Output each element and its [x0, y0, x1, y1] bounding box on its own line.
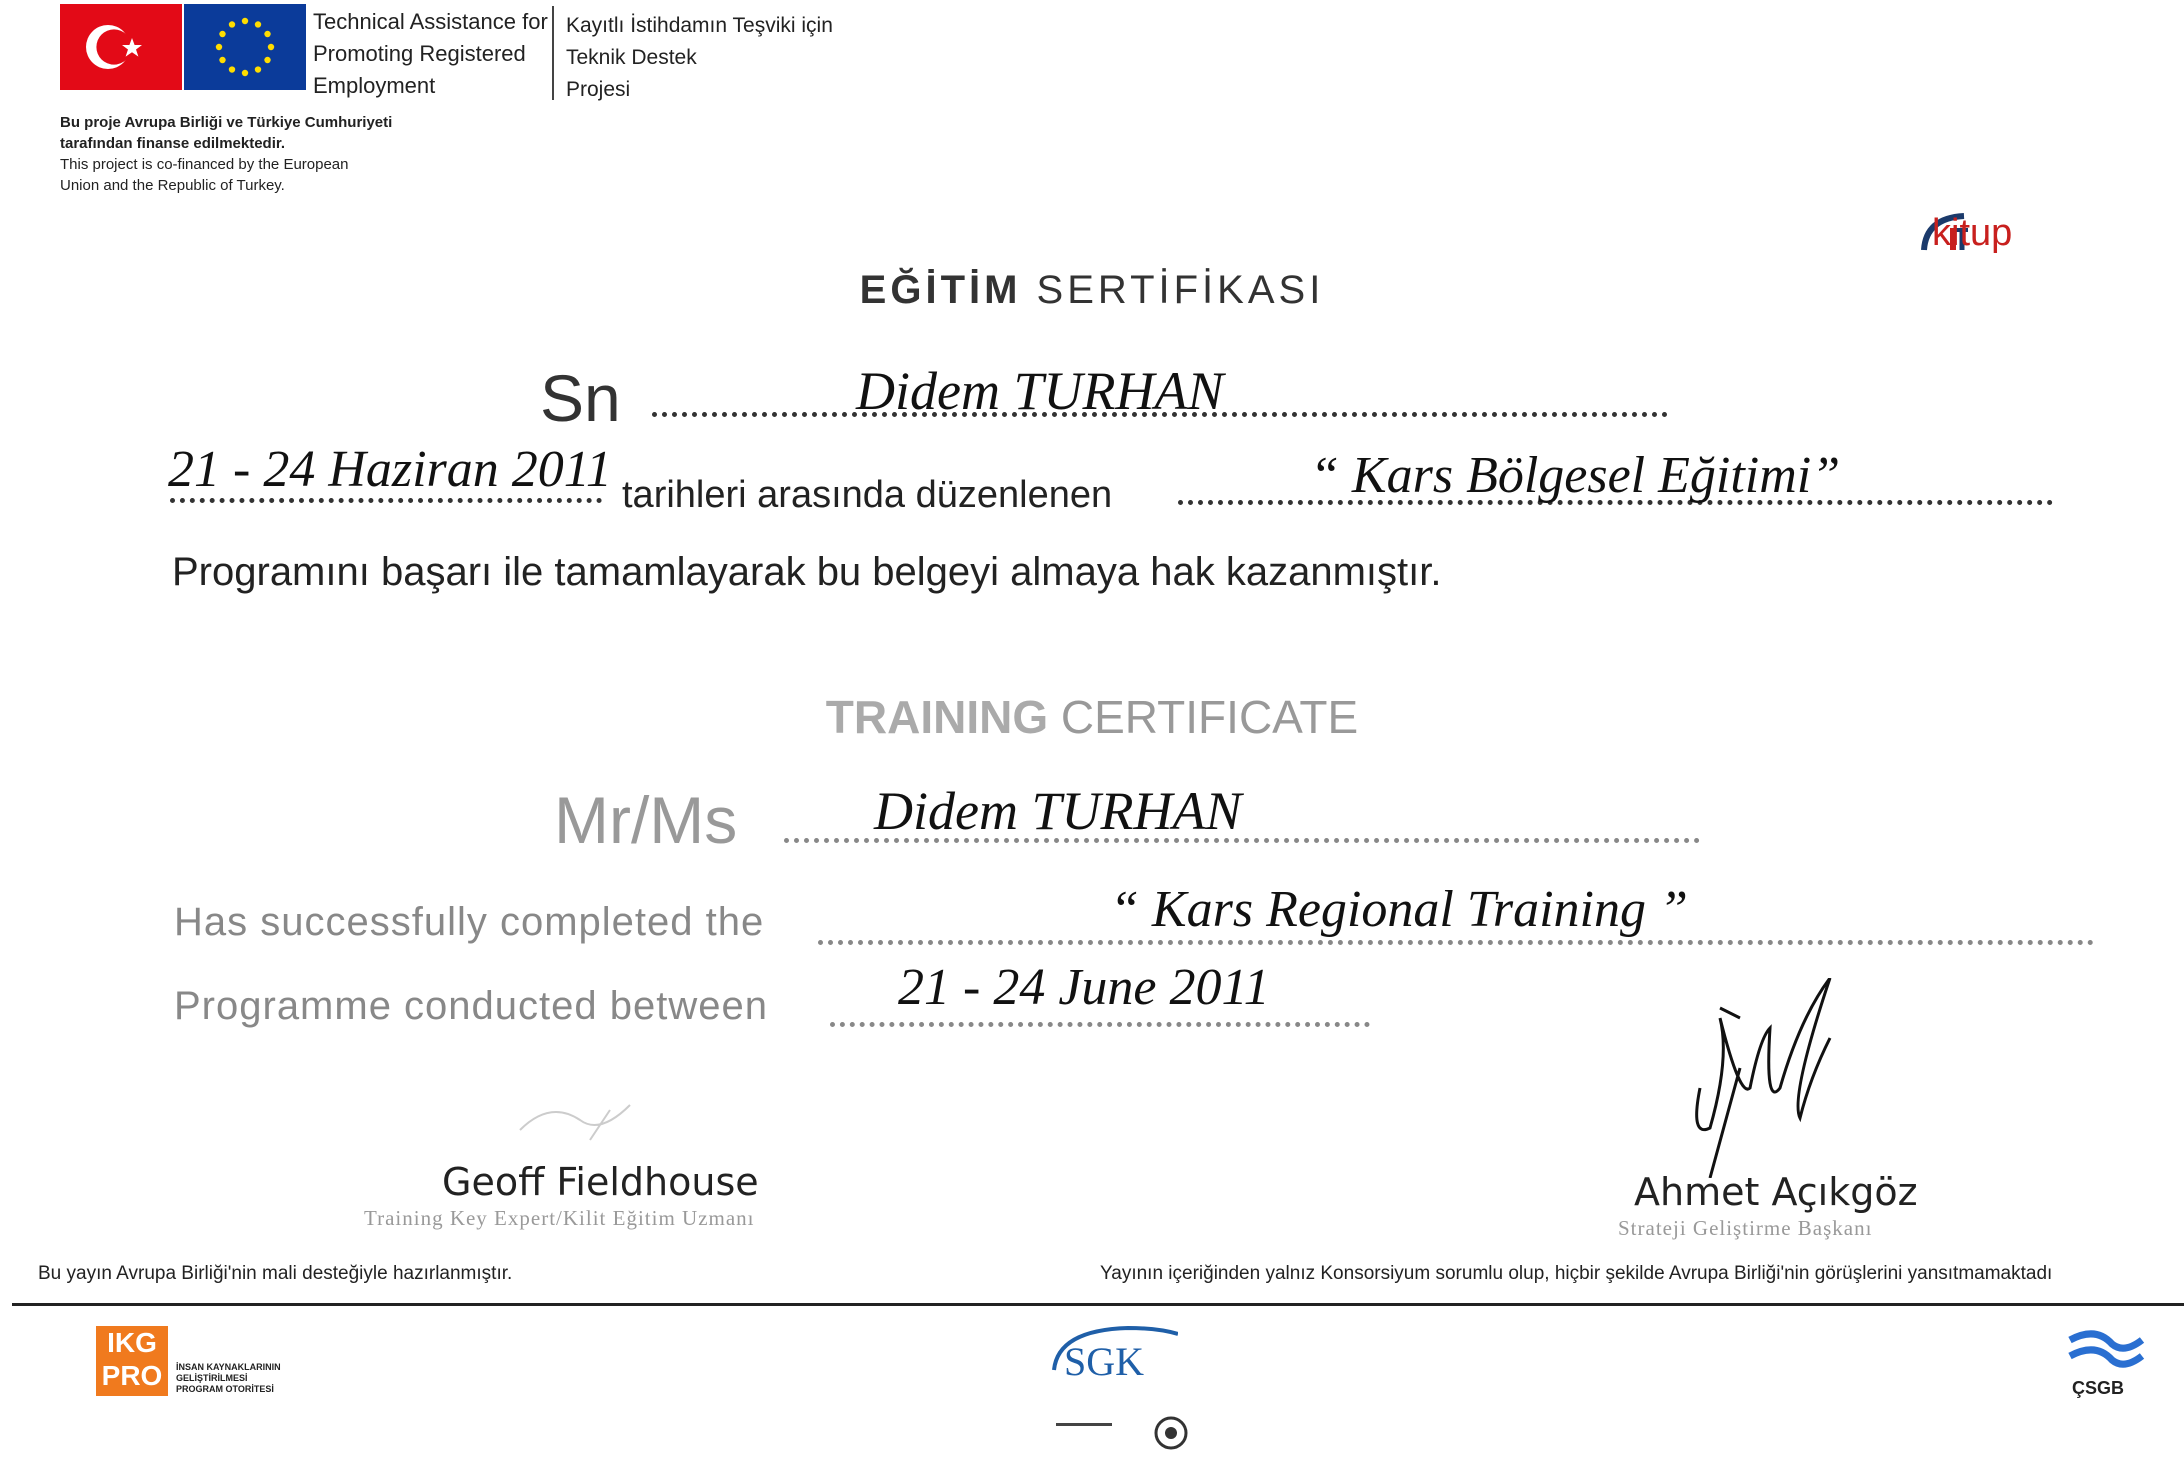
- project-name-en: [313, 6, 548, 102]
- recipient-name-en: Didem TURHAN: [874, 781, 1242, 841]
- eu-star: [229, 21, 235, 27]
- title-tr-bold: EĞİTİM: [859, 268, 1022, 312]
- project-name-en-line: Technical Assistance for: [313, 9, 548, 34]
- csgb-logo-text: ÇSGB: [2072, 1378, 2125, 1398]
- eu-star: [242, 18, 248, 24]
- ikg-logo-top: IKG: [107, 1327, 157, 1358]
- ikg-caption-line: PROGRAM OTORİTESİ: [176, 1384, 274, 1394]
- title-en-bold: TRAINING: [825, 691, 1049, 743]
- signatory-left-role: Training Key Expert/Kilit Eğitim Uzmanı: [364, 1206, 755, 1230]
- certificate-title-en: [0, 690, 2184, 744]
- eu-star: [216, 44, 222, 50]
- eu-star: [264, 57, 270, 63]
- program-name-en: “ Kars Regional Training ”: [1110, 881, 1688, 938]
- recipient-prefix-en: Mr/Ms: [554, 783, 738, 857]
- signature-left-mark: [510, 1090, 670, 1155]
- cofinance-tr-line: Bu proje Avrupa Birliği ve Türkiye Cumhuriyeti: [60, 114, 393, 131]
- project-name-en-line: Promoting Registered: [313, 41, 526, 66]
- sgk-logo-text: SGK: [1064, 1339, 1145, 1384]
- project-name-tr-line: Kayıtlı İstihdamın Teşviki için: [566, 14, 833, 37]
- ikg-caption-line: GELİŞTİRİLMESİ: [176, 1373, 248, 1383]
- program-name-tr: “ Kars Bölgesel Eğitimi”: [1310, 447, 1841, 504]
- project-name-en-line: Employment: [313, 73, 436, 98]
- ikg-caption-line: İNSAN KAYNAKLARININ: [176, 1362, 281, 1372]
- funding-note: Bu yayın Avrupa Birliği'nin mali desteğiyle hazırlanmıştır.: [38, 1263, 513, 1284]
- project-name-tr-line: Teknik Destek: [566, 46, 697, 69]
- signatory-right-role: Strateji Geliştirme Başkanı: [1618, 1216, 1873, 1240]
- eu-star: [255, 66, 261, 72]
- dates-line-tr: [170, 498, 602, 503]
- ikg-caption: [176, 1362, 281, 1395]
- training-dates-tr: 21 - 24 Haziran 2011: [168, 441, 612, 498]
- title-en-rest: CERTIFICATE: [1048, 691, 1359, 743]
- recipient-prefix-tr: Sn: [540, 361, 621, 435]
- project-name-tr-line: Projesi: [566, 78, 631, 101]
- eu-star: [219, 57, 225, 63]
- completed-text-en: Has successfully completed the: [174, 900, 765, 944]
- signature-right-mark: [1680, 978, 1860, 1183]
- eu-star: [268, 44, 274, 50]
- signatory-left-name: Geoff Fieldhouse: [442, 1160, 759, 1204]
- sgk-logo: [1048, 1320, 1178, 1390]
- signatory-right-name: Ahmet Açıkgöz: [1634, 1170, 1918, 1214]
- cofinance-en-line: Union and the Republic of Turkey.: [60, 177, 285, 194]
- project-name-tr: [566, 10, 833, 106]
- ikg-pro-logo: [96, 1326, 168, 1396]
- certificate-title-tr: [0, 268, 2184, 313]
- program-line-en: [818, 940, 2094, 945]
- eu-star: [255, 21, 261, 27]
- title-tr-rest: SERTİFİKASI: [1021, 268, 1325, 312]
- small-emblem-left: [1056, 1418, 1112, 1430]
- cofinance-tr-line: tarafından finanse edilmektedir.: [60, 135, 286, 152]
- cofinance-note: [60, 112, 392, 196]
- eu-star: [264, 31, 270, 37]
- cofinance-en-line: This project is co-financed by the European: [60, 156, 349, 173]
- between-text-tr: tarihleri arasında düzenlenen: [622, 474, 1113, 516]
- kitup-logo-text: kitup: [1932, 212, 2013, 254]
- eu-star: [219, 31, 225, 37]
- header-divider: [552, 6, 554, 100]
- recipient-name-tr: Didem TURHAN: [856, 361, 1224, 421]
- training-dates-en: 21 - 24 June 2011: [898, 959, 1270, 1016]
- turkey-flag: [60, 4, 182, 90]
- csgb-logo-mark: [2066, 1330, 2146, 1370]
- conducted-text-en: Programme conducted between: [174, 984, 768, 1028]
- eu-star: [242, 70, 248, 76]
- disclaimer-note: Yayının içeriğinden yalnız Konsorsiyum sorumlu olup, hiçbir şekilde Avrupa Birliği'nin görüşlerini yansıtmamaktadı: [1100, 1263, 2053, 1284]
- footer-divider: [12, 1303, 2184, 1306]
- dates-line-en: [830, 1022, 1370, 1027]
- eu-star: [229, 66, 235, 72]
- completion-statement-tr: Programını başarı ile tamamlayarak bu belgeyi almaya hak kazanmıştır.: [172, 550, 1442, 594]
- eu-flag: [184, 4, 306, 90]
- ikg-logo-bottom: PRO: [101, 1360, 163, 1391]
- small-emblem-right: [1154, 1416, 1188, 1455]
